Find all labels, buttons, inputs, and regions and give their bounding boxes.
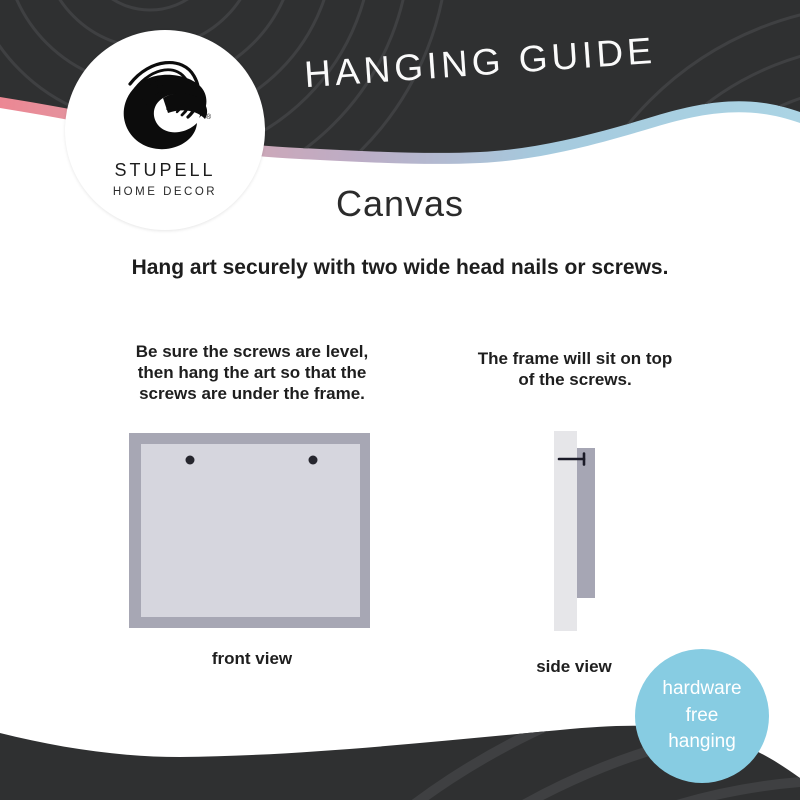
badge-line: free bbox=[685, 704, 719, 726]
instruction-line: Be sure the screws are level, bbox=[135, 342, 369, 361]
brand-tagline: HOME DECOR bbox=[112, 186, 218, 198]
page-title: HANGING GUIDE bbox=[302, 29, 658, 96]
badge-line: hanging bbox=[668, 731, 736, 753]
brand-logo-circle bbox=[65, 30, 265, 230]
stupell-logo-icon bbox=[115, 52, 215, 156]
brand-name: STUPELL bbox=[114, 160, 216, 180]
registered-mark: ® bbox=[206, 114, 212, 121]
instruction-summary: Hang art securely with two wide head nails or screws. bbox=[131, 256, 669, 279]
side-view-caption: side view bbox=[536, 657, 612, 676]
product-type-heading: Canvas bbox=[335, 183, 465, 224]
instruction-line: of the screws. bbox=[518, 370, 632, 389]
instruction-line: then hang the art so that the bbox=[137, 363, 367, 382]
hardware-free-badge bbox=[635, 649, 769, 783]
instruction-line: screws are under the frame. bbox=[139, 384, 365, 403]
front-view-caption: front view bbox=[211, 649, 293, 668]
side-view-frame bbox=[577, 448, 595, 598]
instruction-line: The frame will sit on top bbox=[477, 349, 673, 368]
front-view-diagram bbox=[129, 433, 370, 628]
front-view-canvas bbox=[141, 444, 360, 617]
badge-line: hardware bbox=[662, 678, 742, 700]
side-view-instruction bbox=[425, 348, 725, 390]
screw-icon bbox=[186, 456, 195, 465]
side-view-wall bbox=[554, 431, 577, 631]
screw-icon bbox=[309, 456, 318, 465]
front-view-instruction bbox=[102, 341, 402, 404]
side-view-diagram bbox=[550, 430, 600, 632]
